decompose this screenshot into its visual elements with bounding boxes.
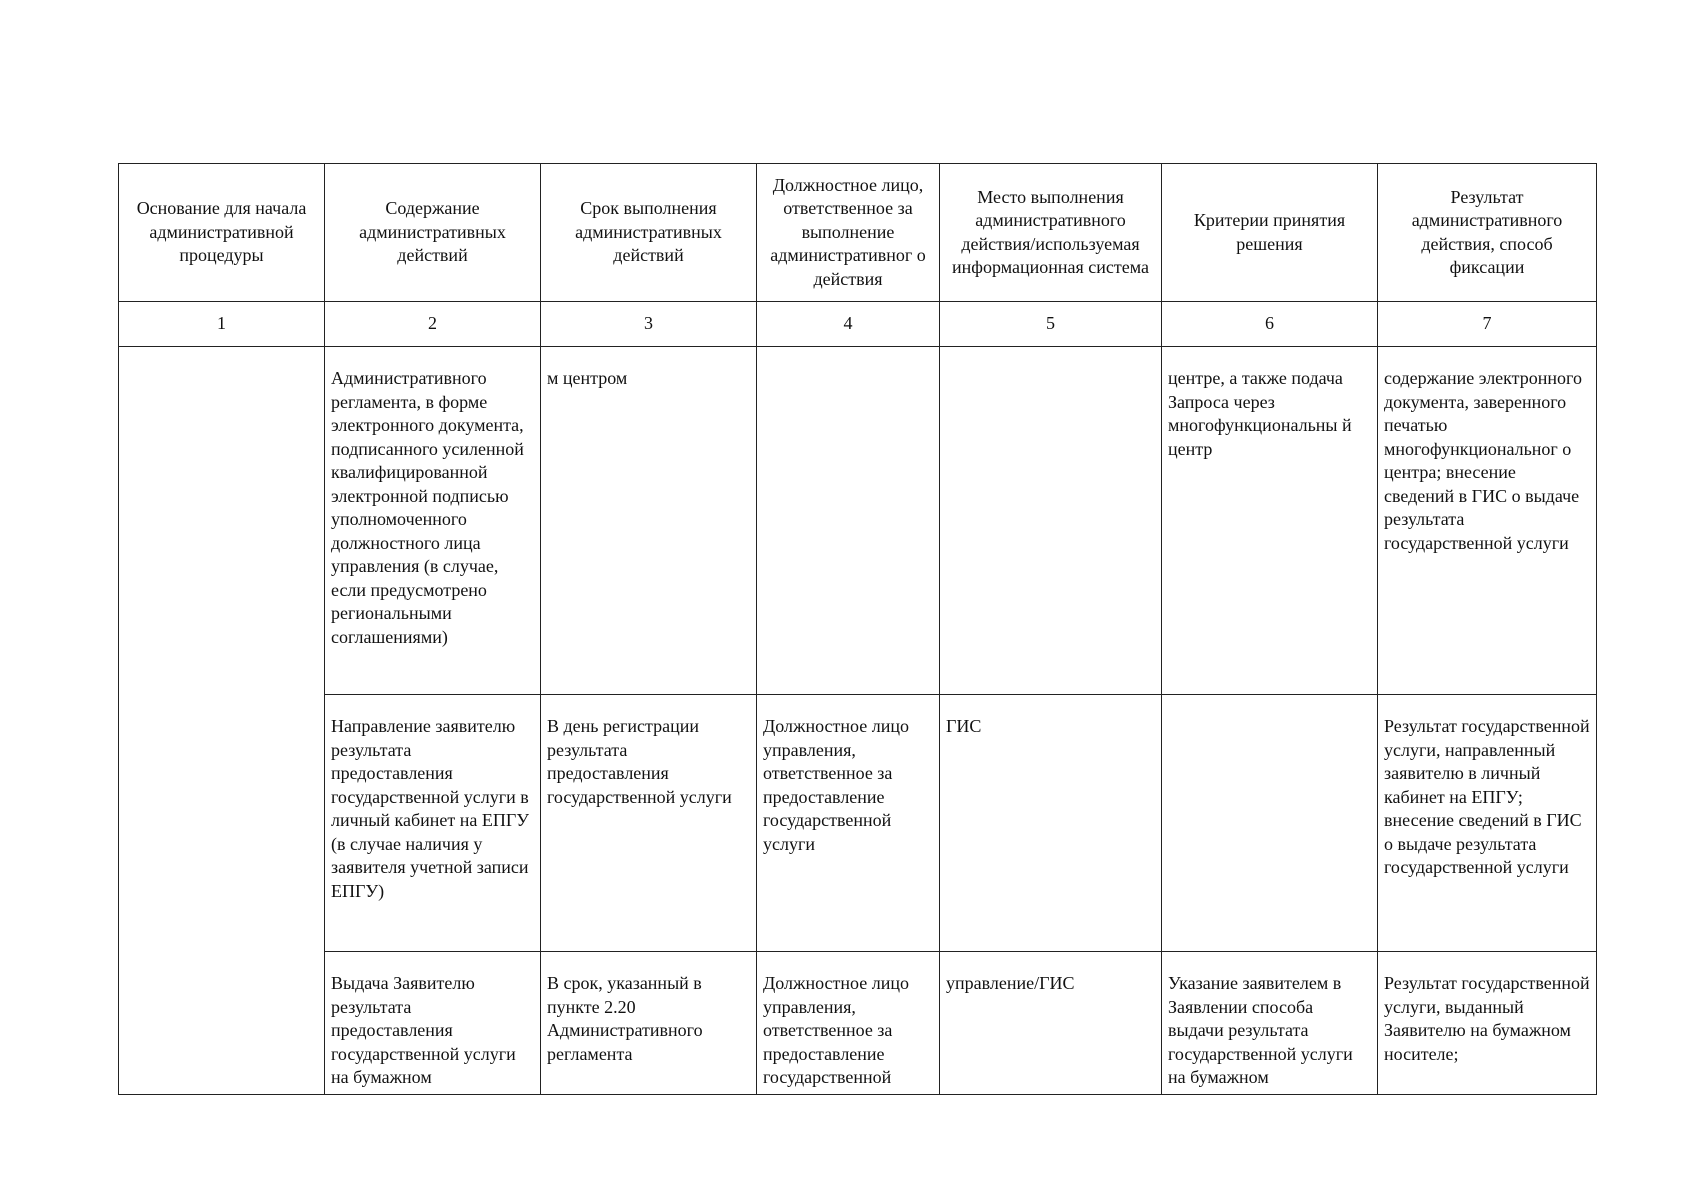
table-cell: Должностное лицо управления, ответственное за предоставление государственной	[757, 952, 940, 1095]
table-cell: Направление заявителю результата предоставления государственной услуги в личный кабинет на ЕПГУ (в случае наличия у заявителя учетной записи ЕПГУ)	[325, 695, 541, 952]
header-cell: Результат административного действия, способ фиксации	[1378, 164, 1597, 302]
procedure-basis-cell	[119, 347, 325, 1095]
column-number: 4	[757, 302, 940, 347]
table-cell: В срок, указанный в пункте 2.20 Административного регламента	[541, 952, 757, 1095]
table-cell: Результат государственной услуги, выданный Заявителю на бумажном носителе;	[1378, 952, 1597, 1095]
header-cell: Содержание административных действий	[325, 164, 541, 302]
admin-procedure-table	[118, 163, 1597, 1095]
table-cell: управление/ГИС	[940, 952, 1162, 1095]
table-cell: Указание заявителем в Заявлении способа выдачи результата государственной услуги на бумажном	[1162, 952, 1378, 1095]
column-number: 3	[541, 302, 757, 347]
table-row	[119, 347, 1597, 695]
table-cell	[940, 347, 1162, 695]
column-number: 7	[1378, 302, 1597, 347]
table-cell	[1162, 695, 1378, 952]
column-number-row	[119, 302, 1597, 347]
header-row	[119, 164, 1597, 302]
table-cell: Результат государственной услуги, направленный заявителю в личный кабинет на ЕПГУ; внесение сведений в ГИС о выдаче результата государственной услуги	[1378, 695, 1597, 952]
table-row	[119, 695, 1597, 952]
table-cell: ГИС	[940, 695, 1162, 952]
header-cell: Срок выполнения административных действий	[541, 164, 757, 302]
column-number: 1	[119, 302, 325, 347]
table-cell: Выдача Заявителю результата предоставления государственной услуги на бумажном	[325, 952, 541, 1095]
column-number: 2	[325, 302, 541, 347]
header-cell: Основание для начала административной процедуры	[119, 164, 325, 302]
table-cell: содержание электронного документа, заверенного печатью многофункциональног о центра; внесение сведений в ГИС о выдаче результата государственной услуги	[1378, 347, 1597, 695]
header-cell: Критерии принятия решения	[1162, 164, 1378, 302]
table-cell: м центром	[541, 347, 757, 695]
table-row	[119, 952, 1597, 1095]
table-cell: центре, а также подача Запроса через многофункциональны й центр	[1162, 347, 1378, 695]
header-cell: Должностное лицо, ответственное за выполнение административног о действия	[757, 164, 940, 302]
table-cell: В день регистрации результата предоставления государственной услуги	[541, 695, 757, 952]
column-number: 5	[940, 302, 1162, 347]
table-cell: Должностное лицо управления, ответственное за предоставление государственной услуги	[757, 695, 940, 952]
column-number: 6	[1162, 302, 1378, 347]
table-cell: Административного регламента, в форме электронного документа, подписанного усиленной квалифицированной электронной подписью уполномоченного должностного лица управления (в случае, если предусмотрено региональными соглашениями)	[325, 347, 541, 695]
table-cell	[757, 347, 940, 695]
header-cell: Место выполнения административного действия/используемая информационная система	[940, 164, 1162, 302]
